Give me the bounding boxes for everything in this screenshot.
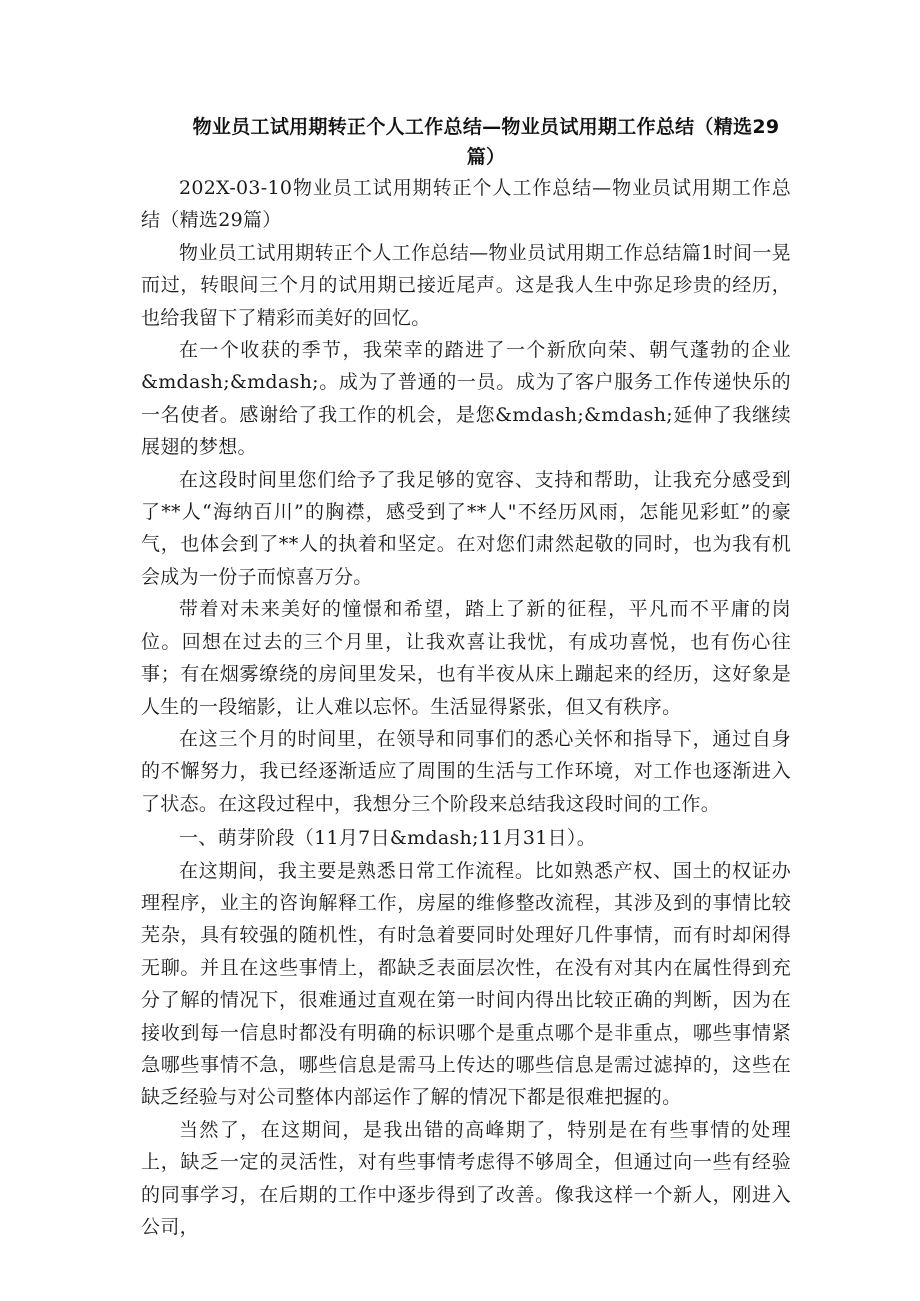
- document-body: [141, 112, 791, 1243]
- paragraph-review: 带着对未来美好的憧憬和希望，踏上了新的征程，平凡而不平庸的岗位。回想在过去的三个月里，让我欢喜让我忧，有成功喜悦，也有伤心往事；有在烟雾缭绕的房间里发呆，也有半夜从床上蹦起来的经历，这好象是人生的一段缩影，让人难以忘怀。生活显得紧张，但又有秩序。: [141, 598, 791, 718]
- paragraph-mistakes: 当然了，在这期间，是我出错的高峰期了，特别是在有些事情的处理上，缺乏一定的灵活性，对有些事情考虑得不够周全，但通过向一些有经验的同事学习，在后期的工作中逐步得到了改善。像我这样一个新人，刚进入公司，: [141, 1118, 791, 1238]
- paragraph-gratitude: 在这段时间里您们给予了我足够的宽容、支持和帮助，让我充分感受到了**人“海纳百川”的胸襟，感受到了**人"不经历风雨，怎能见彩虹”的豪气，也体会到了**人的执着和坚定。在对您们肃然起敬的同时，也为我有机会成为一份子而惊喜万分。: [141, 468, 791, 588]
- section-heading-stage-one: 一、萌芽阶段（11月7日&mdash;11月31日）。: [179, 827, 597, 850]
- paragraph-stage-one-detail: 在这期间，我主要是熟悉日常工作流程。比如熟悉产权、国土的权证办理程序，业主的咨询解释工作，房屋的维修整改流程，其涉及到的事情比较芜杂，具有较强的随机性，有时急着要同时处理好几件事情，而有时却闲得无聊。并且在这些事情上，都缺乏表面层次性，在没有对其内在属性得到充分了解的情况下，很难通过直观在第一时间内得出比较正确的判断，因为在接收到每一信息时都没有明确的标识哪个是重点哪个是非重点，哪些事情紧急哪些事情不急，哪些信息是需马上传达的哪些信息是需过滤掉的，这些在缺乏经验与对公司整体内部运作了解的情况下都是很难把握的。: [141, 859, 791, 1109]
- document-title: 物业员工试用期转正个人工作总结—物业员试用期工作总结（精选29篇）: [192, 116, 780, 168]
- paragraph-intro: 物业员工试用期转正个人工作总结—物业员试用期工作总结篇1时间一晃而过，转眼间三个月的试用期已接近尾声。这是我人生中弥足珍贵的经历，也给我留下了精彩而美好的回忆。: [141, 241, 791, 329]
- date-line: 202X-03-10物业员工试用期转正个人工作总结—物业员试用期工作总结（精选29篇）: [141, 177, 791, 232]
- paragraph-joining: 在一个收获的季节，我荣幸的踏进了一个新欣向荣、朝气蓬勃的企业&mdash;&mdash;。成为了普通的一员。成为了客户服务工作传递快乐的一名使者。感谢给了我工作的机会，是您&mdash;&mdash;延伸了我继续展翅的梦想。: [141, 339, 791, 459]
- paragraph-summary-plan: 在这三个月的时间里，在领导和同事们的悉心关怀和指导下，通过自身的不懈努力，我已经逐渐适应了周围的生活与工作环境，对工作也逐渐进入了状态。在这段过程中，我想分三个阶段来总结我这段时间的工作。: [141, 727, 791, 815]
